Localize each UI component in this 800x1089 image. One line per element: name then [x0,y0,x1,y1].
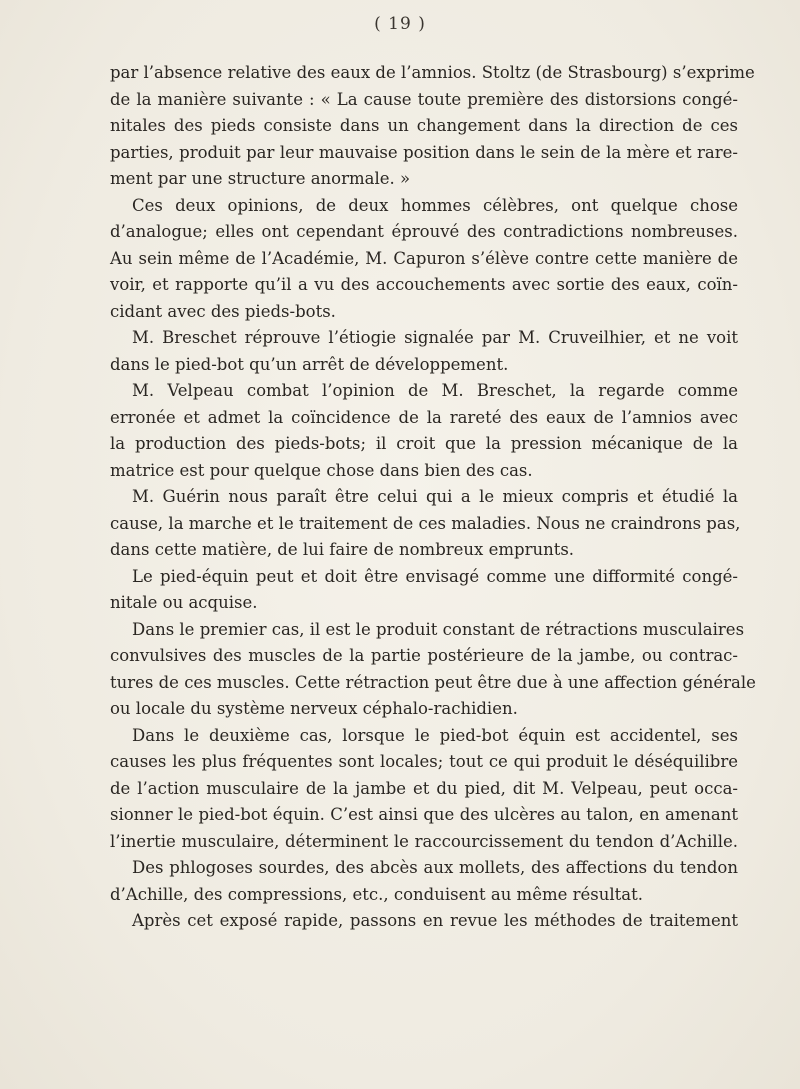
text-line: de la manière suivante : « La cause toute première des distorsions congé- [110,89,738,109]
text-line: Ces deux opinions, de deux hommes célèbres, ont quelque chose [132,195,738,215]
text-line: la production des pieds-bots; il croit que la pression mécanique de la [110,434,738,453]
page-number: ( 19 ) [374,14,426,34]
text-line: de l’action musculaire de la jambe et du pied, dit M. Velpeau, peut occa- [110,778,738,798]
body-text [110,60,756,935]
text-line: M. Guérin nous paraît être celui qui a le mieux compris et étudié la [132,487,738,506]
text-line: ou locale du système nerveux céphalo-rachidien. [110,699,518,718]
text-line: causes les plus fréquentes sont locales; tout ce qui produit le déséquilibre [110,752,738,771]
text-line: nitales des pieds consiste dans un changement dans la direction de ces [110,116,738,135]
text-line: dans cette matière, de lui faire de nombreux emprunts. [110,540,575,559]
text-line: d’analogue; elles ont cependant éprouvé des contradictions nombreuses. [110,222,738,241]
text-line: cause, la marche et le traitement de ces maladies. Nous ne craindrons pas, [110,513,741,533]
text-line: Après cet exposé rapide, passons en revue les méthodes de traitement [132,911,738,930]
text-line: convulsives des muscles de la partie postérieure de la jambe, ou contrac- [110,646,738,665]
text-line: cidant avec des pieds-bots. [110,301,336,321]
text-line: d’Achille, des compressions, etc., conduisent au même résultat. [110,884,643,904]
text-line: Dans le deuxième cas, lorsque le pied-bot équin est accidentel, ses [132,725,738,745]
text-line: l’inertie musculaire, déterminent le raccourcissement du tendon d’Achille. [110,831,738,851]
text-line: M. Velpeau combat l’opinion de M. Breschet, la regarde comme [132,381,738,400]
text-line: Dans le premier cas, il est le produit constant de rétractions musculaires [132,619,745,639]
text-line: sionner le pied-bot équin. C’est ainsi que des ulcères au talon, en amenant [110,805,738,824]
text-line: Des phlogoses sourdes, des abcès aux mollets, des affections du tendon [132,858,738,877]
text-line: tures de ces muscles. Cette rétraction peut être due à une affection générale [110,672,756,692]
text-line: parties, produit par leur mauvaise position dans le sein de la mère et rare- [110,142,738,162]
text-line: nitale ou acquise. [110,593,258,612]
text-line: matrice est pour quelque chose dans bien des cas. [110,460,533,480]
text-line: M. Breschet réprouve l’étiogie signalée par M. Cruveilhier, et ne voit [132,328,738,347]
text-line: dans le pied-bot qu’un arrêt de développement. [110,354,509,374]
text-line: par l’absence relative des eaux de l’amnios. Stoltz (de Strasbourg) s’exprime [110,63,755,82]
text-line: Au sein même de l’Académie, M. Capuron s’élève contre cette manière de [110,248,738,268]
text-line: voir, et rapporte qu’il a vu des accouchements avec sortie des eaux, coïn- [110,275,738,294]
text-line: erronée et admet la coïncidence de la rareté des eaux de l’amnios avec [110,407,738,427]
text-line: ment par une structure anormale. » [110,169,411,188]
text-line: Le pied-équin peut et doit être envisagé comme une difformité congé- [132,566,738,586]
